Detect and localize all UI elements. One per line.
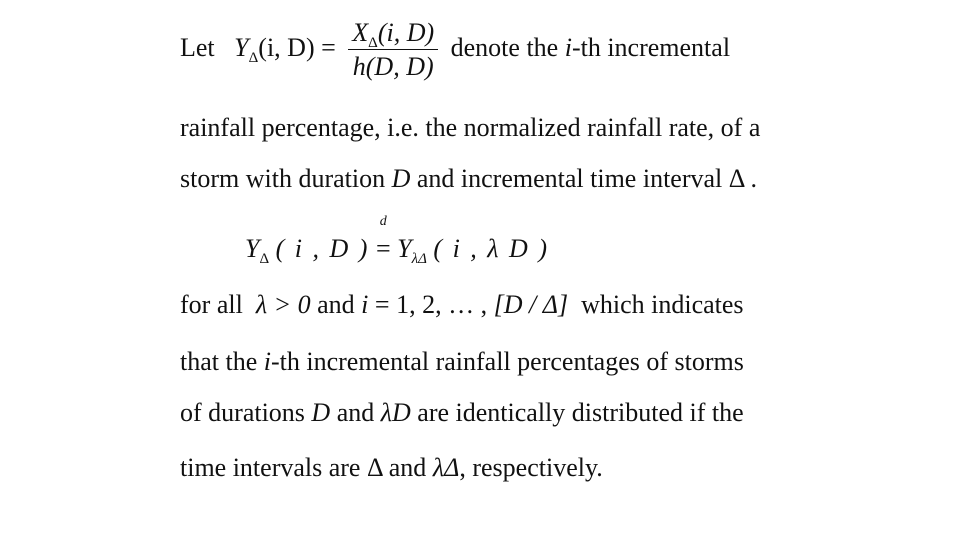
line6-text-a: of durations (180, 398, 312, 427)
eq2-rhs-variable: Y (397, 234, 412, 263)
text-line-4 (180, 292, 744, 318)
fraction-numerator (348, 20, 438, 50)
line7-text-a: time intervals are Δ and (180, 453, 433, 482)
eq2-lhs-variable: Y (245, 234, 260, 263)
line4-text-b: and (310, 290, 362, 319)
text-line-6 (180, 400, 744, 426)
definition-tail-b: -th incremental (571, 32, 731, 62)
line6-duration: D (311, 398, 331, 427)
line4-text-d: which indicates (568, 290, 744, 319)
line5-index: i (263, 347, 271, 376)
definition-line (180, 20, 730, 80)
line6-scaled-duration: λD (380, 398, 411, 427)
text-line-3 (180, 166, 757, 192)
fraction (348, 20, 438, 80)
line6-text-c: are identically distributed if the (410, 398, 744, 427)
numerator-variable: X (352, 18, 369, 47)
line5-text-b: -th incremental rainfall percentages of storms (271, 347, 744, 376)
definition-tail-a: denote the (450, 32, 565, 62)
distribution-marker: d (379, 214, 387, 229)
index-range: = 1, 2, … , (368, 290, 494, 319)
text-line-7 (180, 455, 603, 481)
let-word: Let (180, 32, 215, 62)
fraction-denominator: h(D, D) (352, 52, 434, 81)
lhs-variable: Y (234, 32, 249, 62)
line5-text-a: that the (180, 347, 264, 376)
text-line-2: rainfall percentage, i.e. the normalized rainfall rate, of a (180, 113, 761, 142)
text-line-5 (180, 349, 744, 375)
line7-text-b: , respectively. (459, 453, 603, 482)
eq2-lhs-arguments: ( i , D ) (275, 234, 370, 263)
line3-text-a: storm with duration (180, 164, 392, 193)
lambda-condition: λ > 0 (255, 290, 311, 319)
equals-sign: = (375, 234, 391, 263)
line6-text-b: and (330, 398, 381, 427)
numerator-arguments: (i, D) (377, 18, 435, 47)
line3-duration-symbol: D (391, 164, 411, 193)
eq2-lhs-subscript: Δ (259, 251, 270, 267)
index-symbol: i (361, 290, 369, 319)
scaling-equation (245, 214, 549, 267)
line3-text-b: and incremental time interval Δ . (410, 164, 758, 193)
equal-in-distribution (375, 214, 391, 264)
floor-bracket: [D / Δ] (493, 290, 569, 319)
line7-scaled-interval: λΔ (432, 453, 460, 482)
eq2-rhs-arguments: ( i , λ D ) (433, 234, 549, 263)
numerator-subscript: Δ (368, 35, 378, 51)
lhs-arguments: (i, D) = (258, 32, 336, 62)
lhs-subscript: Δ (248, 49, 259, 66)
line4-text-a: for all (180, 290, 256, 319)
definition-tail-i: i (564, 32, 572, 62)
eq2-rhs-subscript: λΔ (411, 251, 427, 267)
